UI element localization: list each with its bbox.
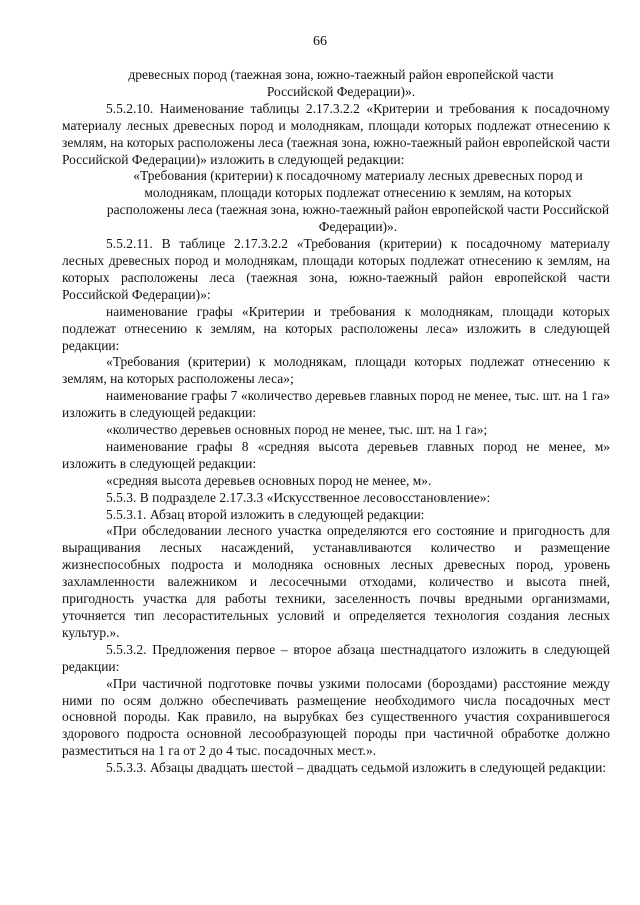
paragraph-quoted-table-title: «Требования (критерии) к посадочному материалу лесных древесных пород и молоднякам, площади которых подлежат отнесению к землям, на которых расположены леса (таежная зона, южно-таежный район европейской части Российской Федерации)». [106, 168, 610, 235]
paragraph-soil-prep-quote: «При частичной подготовке почвы узкими полосами (бороздами) расстояние между ними по осям должно обеспечивать размещение необходимого числа посадочных мест основной породы. Как правило, на вырубках без существенного участия сохранившегося здорового подроста основной лесообразующей породы при частичной обработке должно разместиться на 1 га от 2 до 4 тыс. посадочных мест.». [62, 675, 610, 759]
paragraph-column-name: наименование графы «Критерии и требования к молоднякам, площади которых подлежат отнесению к землям, на которых расположены леса» изложить в следующей редакции: [62, 303, 610, 353]
paragraph-column-7: наименование графы 7 «количество деревьев главных пород не менее, тыс. шт. на 1 га» изложить в следующей редакции: [62, 388, 610, 421]
paragraph-5-5-3-3: 5.5.3.3. Абзацы двадцать шестой – двадцать седьмой изложить в следующей редакции: [106, 760, 607, 776]
paragraph-column-8-quote: «средняя высота деревьев основных пород не менее, м». [106, 472, 432, 488]
paragraph-table-title-continuation: древесных пород (таежная зона, южно-таежный район европейской части Российской Федерации)». [128, 67, 554, 99]
paragraph-column-7-quote: «количество деревьев основных пород не менее, тыс. шт. на 1 га»; [106, 422, 488, 438]
paragraph-column-8: наименование графы 8 «средняя высота деревьев главных пород не менее, м» изложить в следующей редакции: [62, 438, 610, 471]
document-body [62, 67, 610, 777]
paragraph-5-5-2-11: 5.5.2.11. В таблице 2.17.3.2.2 «Требования (критерии) к посадочному материалу лесных древесных пород и молоднякам, площади которых подлежат отнесению к землям, на которых расположены леса (таежная зона, южно-таежный район европейской части Российской Федерации)»: [62, 236, 610, 302]
page-number: 66 [313, 34, 327, 49]
paragraph-5-5-3-1: 5.5.3.1. Абзац второй изложить в следующей редакции: [106, 506, 425, 522]
paragraph-5-5-2-10: 5.5.2.10. Наименование таблицы 2.17.3.2.2 «Критерии и требования к посадочному материалу лесных древесных пород и молоднякам, площади которых подлежат отнесению к землям, на которых расположены леса (таежная зона, южно-таежный район европейской части Российской Федерации)» изложить в следующей редакции: [62, 100, 610, 167]
paragraph-column-quote: «Требования (критерии) к молоднякам, площади которых подлежат отнесению к землям, на которых расположены леса»; [62, 354, 610, 387]
paragraph-5-5-3-2: 5.5.3.2. Предложения первое – второе абзаца шестнадцатого изложить в следующей редакции: [62, 641, 610, 674]
paragraph-5-5-3: 5.5.3. В подразделе 2.17.3.3 «Искусственное лесовосстановление»: [106, 489, 491, 505]
paragraph-inspection-quote: «При обследовании лесного участка определяются его состояние и пригодность для выращивания лесных насаждений, устанавливаются количество и размещение жизнеспособных подроста и молодняка основных лесных древесных пород, уровень захламленности валежником и лесосечными отходами, количество и высота пней, пригодность участка для работы техники, заселенность почвы вредными организмами, уточняется тип лесорастительных условий и определяется технология создания лесных культур.». [62, 523, 610, 640]
